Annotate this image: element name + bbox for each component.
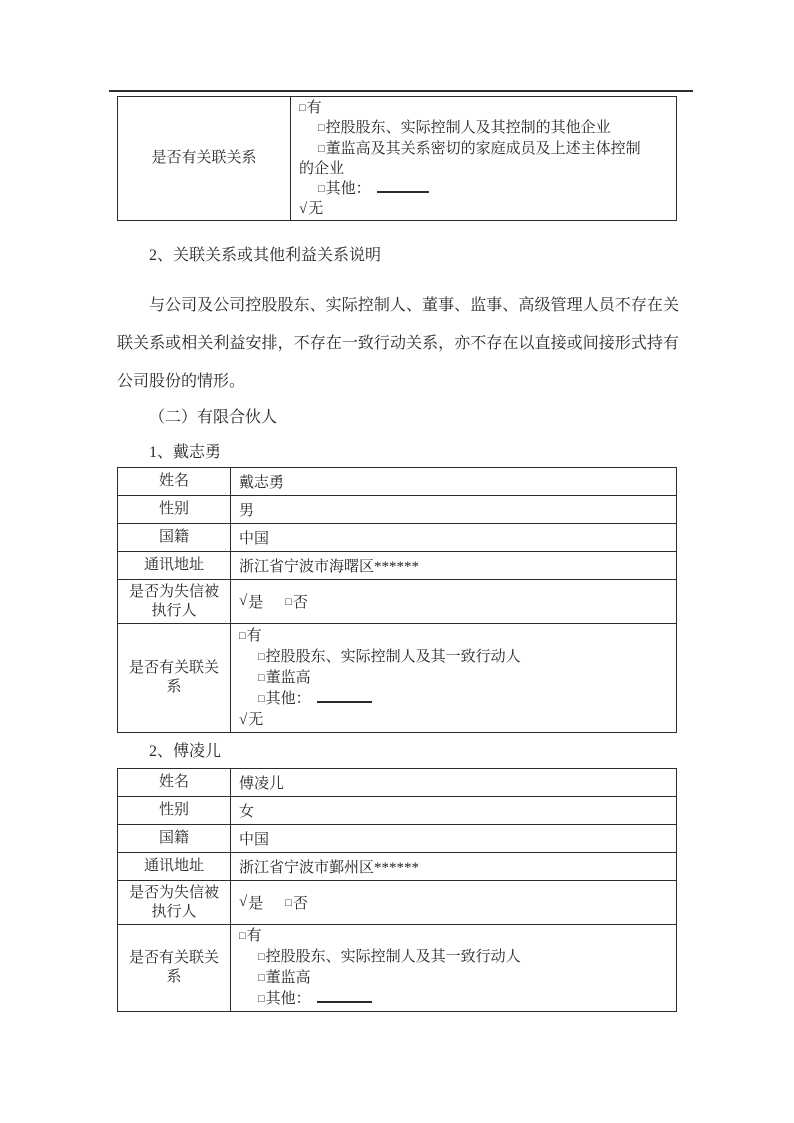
checkbox-icon: □ bbox=[318, 142, 325, 155]
option-label: 控股股东、实际控制人及其一致行动人 bbox=[265, 949, 521, 965]
row-value: 男 bbox=[239, 503, 255, 519]
check-icon: √ bbox=[239, 894, 248, 910]
checkbox-option bbox=[299, 139, 668, 159]
checkbox-icon: □ bbox=[258, 993, 265, 1005]
row-value: 傅凌儿 bbox=[239, 776, 285, 792]
partner-table bbox=[117, 467, 677, 733]
checkbox-option-other bbox=[239, 989, 668, 1010]
row-label: 国籍 bbox=[118, 524, 231, 551]
name-row bbox=[118, 769, 676, 796]
checked-option-none bbox=[299, 199, 668, 219]
option-label: 其他： bbox=[265, 691, 311, 707]
row-label bbox=[118, 624, 231, 732]
checkbox-icon: □ bbox=[258, 693, 265, 705]
row-value: 浙江省宁波市鄞州区****** bbox=[239, 860, 420, 876]
checkbox-icon: □ bbox=[239, 630, 246, 642]
dishonest-yes-label: 是 bbox=[248, 595, 264, 611]
option-label: 的企业 bbox=[299, 160, 345, 177]
checkbox-icon: □ bbox=[258, 972, 265, 984]
checkbox-option bbox=[239, 647, 668, 668]
option-label: 董监高及其关系密切的家庭成员及上述主体控制 bbox=[325, 140, 641, 157]
option-wrap-line bbox=[299, 159, 668, 179]
check-icon: √ bbox=[239, 712, 248, 728]
affiliation-options-cell bbox=[231, 925, 676, 1011]
option-label: 有 bbox=[246, 628, 262, 644]
table-continuation-rule bbox=[109, 90, 693, 92]
name-row bbox=[118, 468, 676, 495]
row-value: 戴志勇 bbox=[239, 475, 285, 491]
option-label: 控股股东、实际控制人及其控制的其他企业 bbox=[325, 120, 611, 137]
checked-option-none bbox=[239, 710, 668, 731]
option-label: 有 bbox=[246, 928, 262, 944]
option-label: 无 bbox=[308, 201, 324, 218]
row-label: 国籍 bbox=[118, 825, 231, 852]
option-label: 其他： bbox=[265, 991, 311, 1007]
check-icon: √ bbox=[299, 201, 308, 218]
row-value: 浙江省宁波市海曙区****** bbox=[239, 559, 420, 575]
row-label-line: 是否为失信被 bbox=[128, 583, 219, 600]
checkbox-icon: □ bbox=[318, 122, 325, 135]
blank-underline bbox=[377, 179, 429, 193]
row-label-line: 系 bbox=[166, 969, 182, 985]
dishonest-row bbox=[118, 880, 676, 924]
blank-underline bbox=[317, 989, 372, 1003]
option-label: 董监高 bbox=[265, 970, 311, 986]
option-label: 有 bbox=[306, 100, 322, 116]
checkbox-icon: □ bbox=[285, 896, 292, 909]
row-value: 中国 bbox=[239, 531, 270, 547]
dishonest-row bbox=[118, 579, 676, 623]
row-label bbox=[118, 580, 231, 623]
row-label: 通讯地址 bbox=[118, 853, 231, 880]
partner-section-title: 2、傅凌儿 bbox=[149, 743, 222, 760]
dishonest-yes-label: 是 bbox=[248, 896, 264, 912]
affiliation-row-label bbox=[118, 97, 291, 220]
row-label-line: 是否为失信被 bbox=[128, 884, 219, 901]
row-value: 女 bbox=[239, 804, 255, 820]
nationality-row bbox=[118, 523, 676, 551]
row-label: 性别 bbox=[118, 797, 231, 824]
checkbox-option-other bbox=[299, 179, 668, 199]
checkbox-option-other bbox=[239, 689, 668, 710]
affiliation-table-continued bbox=[117, 96, 677, 221]
row-label-line: 系 bbox=[166, 679, 182, 695]
checkbox-option bbox=[299, 98, 668, 118]
checkbox-icon: □ bbox=[258, 651, 265, 663]
row-label: 性别 bbox=[118, 496, 231, 523]
gender-row bbox=[118, 796, 676, 824]
affiliation-row bbox=[118, 97, 676, 220]
checkbox-icon: □ bbox=[258, 951, 265, 963]
address-row bbox=[118, 852, 676, 880]
dishonest-no-label: 否 bbox=[292, 595, 308, 611]
checkbox-option bbox=[239, 626, 668, 647]
address-row bbox=[118, 551, 676, 579]
checkbox-icon: □ bbox=[299, 102, 306, 114]
nationality-row bbox=[118, 824, 676, 852]
gender-row bbox=[118, 495, 676, 523]
row-value: 中国 bbox=[239, 832, 270, 848]
partner-table bbox=[117, 768, 677, 1012]
relation-heading: 2、关联关系或其他利益关系说明 bbox=[149, 247, 382, 264]
row-label-line: 是否有关联关 bbox=[128, 950, 219, 966]
row-label bbox=[118, 925, 231, 1011]
checkbox-option bbox=[239, 947, 668, 968]
row-label: 姓名 bbox=[118, 468, 231, 495]
option-label: 董监高 bbox=[265, 670, 311, 686]
row-label: 姓名 bbox=[118, 769, 231, 796]
checkbox-option bbox=[299, 118, 668, 138]
row-label-line: 执行人 bbox=[151, 903, 197, 920]
dishonest-value bbox=[231, 881, 676, 924]
check-icon: √ bbox=[239, 593, 248, 609]
row-label-line: 是否有关联关 bbox=[128, 660, 219, 676]
row-label-text: 是否有关联关系 bbox=[151, 150, 257, 166]
option-label: 其他： bbox=[325, 181, 371, 198]
option-label: 无 bbox=[248, 712, 264, 728]
affiliation-options-cell bbox=[291, 97, 676, 220]
checkbox-option bbox=[239, 668, 668, 689]
blank-underline bbox=[317, 689, 372, 703]
affiliation-row bbox=[118, 924, 676, 1011]
affiliation-options-cell bbox=[231, 624, 676, 732]
row-label: 通讯地址 bbox=[118, 552, 231, 579]
lp-heading: （二）有限合伙人 bbox=[149, 409, 278, 426]
dishonest-no-label: 否 bbox=[292, 896, 308, 912]
row-label bbox=[118, 881, 231, 924]
relation-paragraph: 与公司及公司控股股东、实际控制人、董事、监事、高级管理人员不存在关联关系或相关利益安排，不存在一致行动关系，亦不存在以直接或间接形式持有公司股份的情形。 bbox=[117, 297, 679, 390]
checkbox-icon: □ bbox=[285, 595, 292, 608]
checkbox-icon: □ bbox=[239, 930, 246, 942]
checkbox-icon: □ bbox=[258, 672, 265, 684]
affiliation-row bbox=[118, 623, 676, 732]
row-label-line: 执行人 bbox=[151, 602, 197, 619]
checkbox-option bbox=[239, 968, 668, 989]
dishonest-value bbox=[231, 580, 676, 623]
partner-section-title: 1、戴志勇 bbox=[149, 444, 222, 461]
option-label: 控股股东、实际控制人及其一致行动人 bbox=[265, 649, 521, 665]
checkbox-option bbox=[239, 926, 668, 947]
checkbox-icon: □ bbox=[318, 183, 325, 196]
